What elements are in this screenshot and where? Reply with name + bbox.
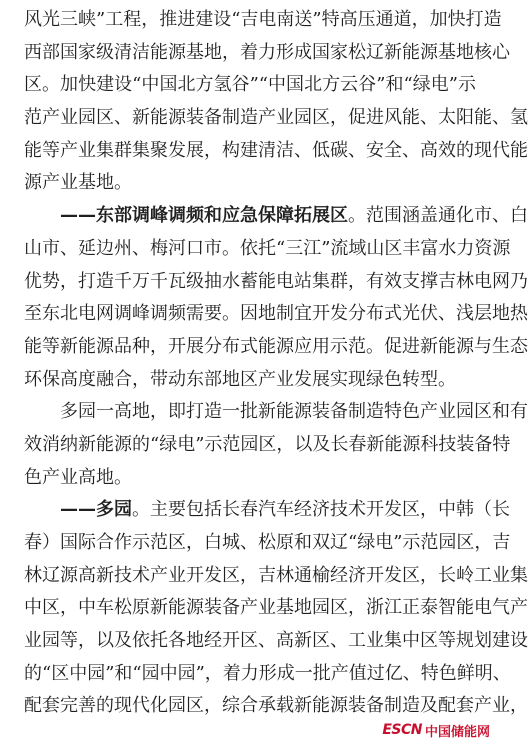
paragraph-line: 环保高度融合，带动东部地区产业发展实现绿色转型。 (24, 368, 456, 390)
paragraph-line: 林辽源高新技术产业开发区，吉林通榆经济开发区，长岭工业集 (24, 564, 528, 586)
paragraph-line: 业园等，以及依托各地经开区、高新区、工业集中区等规划建设 (24, 630, 528, 652)
paragraph-line: 能等新能源品种，开展分布式能源应用示范。促进新能源与生态 (24, 335, 528, 357)
section-parks-first-rest: 。主要包括长春汽车经济技术开发区，中韩（长 (132, 499, 510, 521)
paragraph-line: 至东北电网调峰调频需要。因地制宜开发分布式光伏、浅层地热 (24, 303, 528, 325)
watermark-text: 中国储能网 (424, 724, 490, 740)
paragraph-line: 多园一高地，即打造一批新能源装备制造特色产业园区和有 (60, 401, 528, 423)
paragraph-line: 能等产业集群集聚发展，构建清洁、低碳、安全、高效的现代能 (24, 139, 528, 161)
paragraph-line: 区。加快建设“中国北方氢谷”“中国北方云谷”和“绿电”示 (24, 74, 476, 96)
paragraph-line: 色产业高地。 (24, 466, 132, 488)
paragraph-line: 源产业基地。 (24, 172, 132, 194)
section-parks-first-line (24, 494, 510, 527)
paragraph-line: 西部国家级清洁能源基地，着力形成国家松辽新能源基地核心 (24, 41, 510, 63)
paragraph-line: 中区，中车松原新能源装备产业基地园区，浙江正泰智能电气产 (24, 597, 528, 619)
document-body (24, 4, 528, 723)
paragraph-line: 优势，打造千万千瓦级抽水蓄能电站集群，有效支撑吉林电网乃 (24, 270, 528, 292)
section-east-first-line (24, 200, 528, 233)
section-east-first-rest: 。范围涵盖通化市、白 (348, 205, 528, 227)
paragraph-line: 山市、延边州、梅河口市。依托“三江”流域山区丰富水力资源 (24, 237, 511, 259)
paragraph-line: 的“区中园”和“园中园”，着力形成一批产值过亿、特色鲜明、 (24, 662, 511, 684)
watermark (382, 720, 490, 740)
section-parks-heading: ——多园 (60, 499, 132, 521)
paragraph-line: 效消纳新能源的“绿电”示范园区，以及长春新能源科技装备特 (24, 433, 511, 455)
paragraph-line: 范产业园区、新能源装备制造产业园区，促进风能、太阳能、氢 (24, 107, 528, 129)
paragraph-line: 春）国际合作示范区，白城、松原和双辽“绿电”示范园区，吉 (24, 532, 511, 553)
watermark-logo: ESCN (382, 722, 422, 738)
paragraph-line: 配套完善的现代化园区，综合承载新能源装备制造及配套产业， (24, 695, 528, 717)
section-east-heading: ——东部调峰调频和应急保障拓展区 (60, 205, 348, 227)
paragraph-line: 风光三峡”工程，推进建设“吉电南送”特高压通道，加快打造 (24, 9, 502, 30)
